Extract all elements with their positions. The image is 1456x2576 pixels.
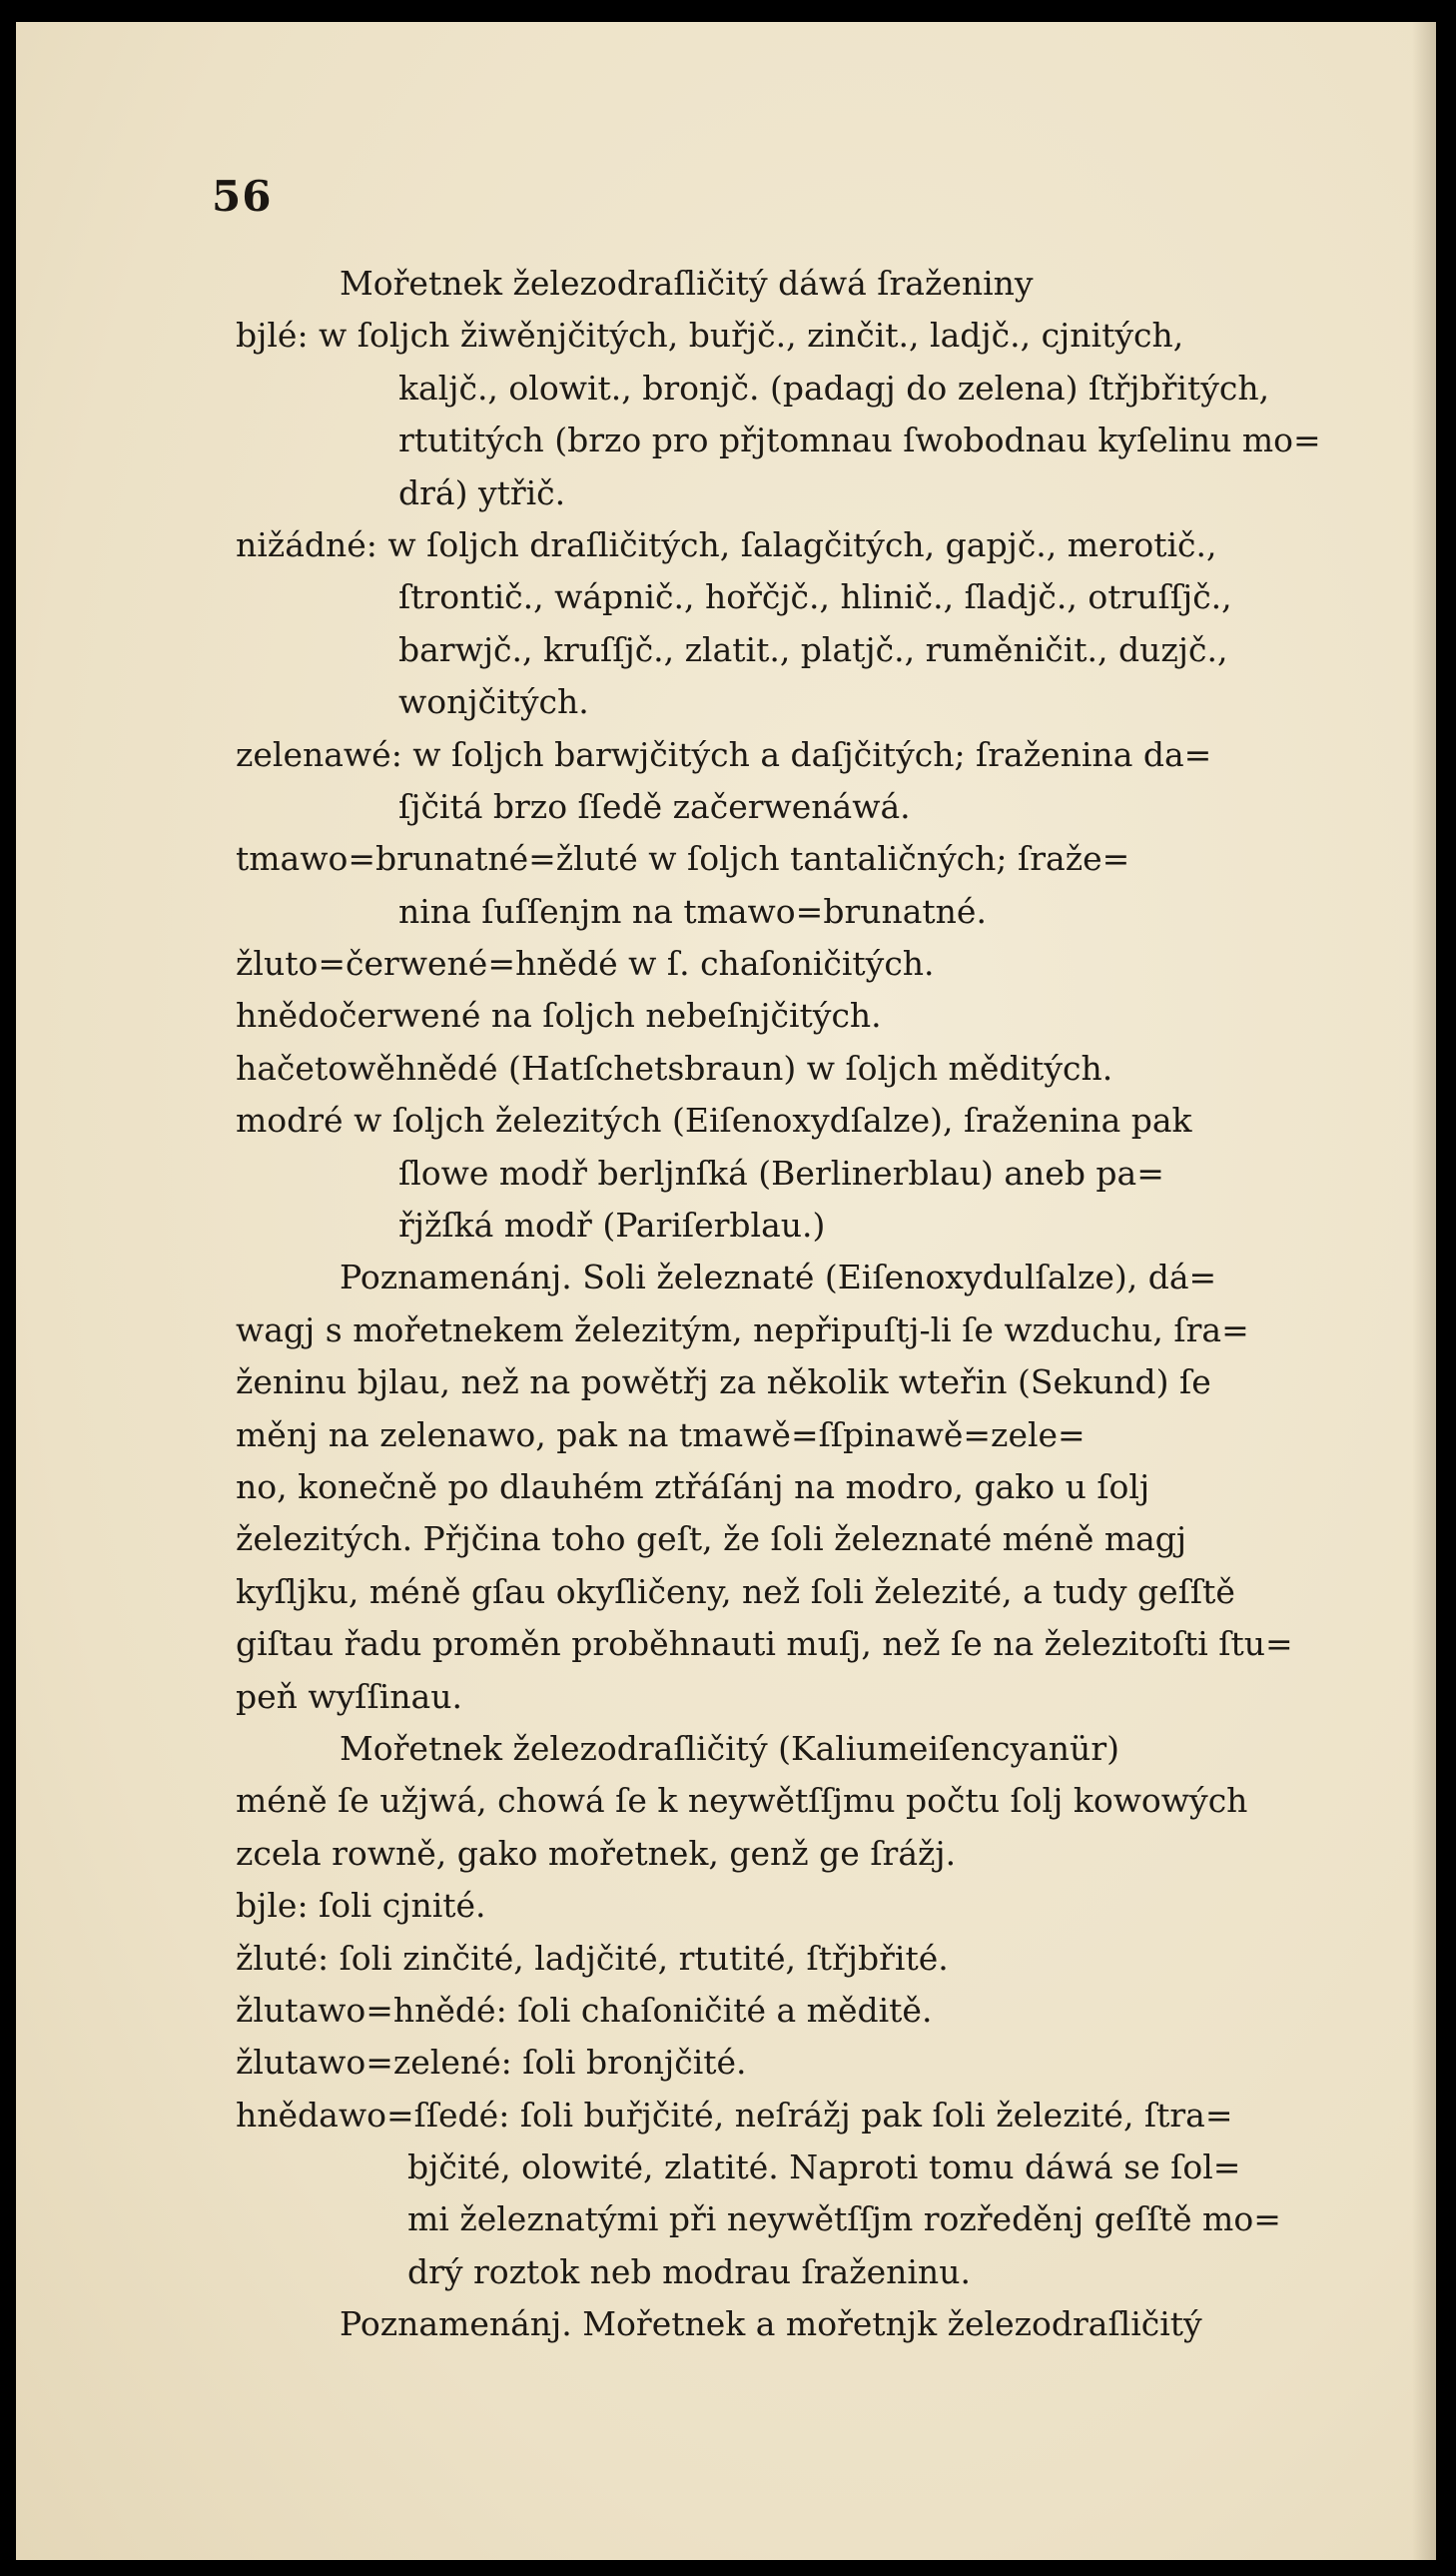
text-line: Poznamenánj. Mořetnek a mořetnjk železodraſličitý: [340, 2304, 1202, 2344]
text-line: mi železnatými při neywětſſjm rozředěnj geſſtě mo=: [407, 2199, 1281, 2239]
text-line: bjčité, olowité, zlatité. Naproti tomu dáwá se ſol=: [407, 2147, 1241, 2187]
text-line: nižádné: w ſoljch draſličitých, ſalagčitých, gapjč., merotič.,: [236, 524, 1217, 564]
text-line: ženinu bjlau, než na powětřj za několik wteřin (Sekund) ſe: [236, 1362, 1211, 1402]
text-line: drá) ytřič.: [398, 472, 566, 512]
text-line: zcela rowně, gako mořetnek, genž ge ſrážj.: [236, 1833, 957, 1873]
text-line: Mořetnek železodraſličitý dáwá ſraženiny: [340, 264, 1034, 303]
text-line: hnědawo=ſſedé: ſoli buřjčité, neſrážj pak ſoli železité, ſtra=: [236, 2095, 1233, 2135]
text-line: méně ſe užjwá, chowá ſe k neywětſſjmu počtu ſolj kowowých: [236, 1781, 1248, 1821]
text-line: hačetowěhnědé (Hatſchetsbraun) w ſoljch měditých.: [236, 1048, 1113, 1088]
text-line: žlutawo=hnědé: ſoli chaſoničité a měditě.: [236, 1990, 933, 2030]
text-line: drý roztok neb modrau ſraženinu.: [407, 2251, 971, 2291]
text-line: bjle: ſoli cjnité.: [236, 1886, 486, 1926]
text-line: řjžſká modř (Pariſerblau.): [398, 1206, 826, 1246]
text-line: měnj na zelenawo, pak na tmawě=ſſpinawě=zele=: [236, 1414, 1086, 1454]
text-line: Mořetnek železodraſličitý (Kaliumeiſencyanür): [340, 1728, 1119, 1768]
text-line: modré w ſoljch železitých (Eiſenoxydſalze), ſraženina pak: [236, 1101, 1192, 1141]
text-line: kyſljku, méně gſau okyſličeny, než ſoli železité, a tudy geſſtě: [236, 1571, 1235, 1611]
text-line: ſtrontič., wápnič., hořčjč., hlinič., ſladjč., otruſſjč.,: [398, 577, 1232, 617]
text-line: žluto=čerwené=hnědé w ſ. chaſoničitých.: [236, 944, 935, 984]
text-line: hnědočerwené na ſoljch nebeſnjčitých.: [236, 996, 882, 1036]
text-line: giſtau řadu proměn proběhnauti muſj, než ſe na železitoſti ſtu=: [236, 1624, 1293, 1664]
text-line: wonjčitých.: [398, 682, 589, 722]
text-line: no, konečně po dlauhém ztřáſánj na modro, gako u ſolj: [236, 1466, 1150, 1506]
text-line: barwjč., kruſſjč., zlatit., platjč., ruměničit., duzjč.,: [398, 629, 1228, 669]
page-number: 56: [212, 172, 273, 221]
text-line: wagj s mořetnekem železitým, nepřipuſtj-li ſe wzduchu, ſra=: [236, 1309, 1249, 1349]
text-line: nina ſuſſenjm na tmawo=brunatné.: [398, 891, 987, 931]
text-line: kaljč., olowit., bronjč. (padagj do zelena) ſtřjbřitých,: [398, 368, 1270, 408]
text-line: ſjčitá brzo ſſedě začerwenáwá.: [398, 786, 911, 826]
book-page: [16, 22, 1436, 2560]
text-line: bjlé: w ſoljch žiwěnjčitých, buřjč., zinčit., ladjč., cjnitých,: [236, 316, 1184, 356]
text-line: ſlowe modř berljnſká (Berlinerblau) aneb pa=: [398, 1153, 1164, 1193]
text-line: rtutitých (brzo pro přjtomnau ſwobodnau kyſelinu mo=: [398, 421, 1321, 460]
text-line: zelenawé: w ſoljch barwjčitých a daſjčitých; ſraženina da=: [236, 734, 1212, 774]
text-line: peň wyſſinau.: [236, 1676, 462, 1716]
text-line: Poznamenánj. Soli železnaté (Eiſenoxydulſalze), dá=: [340, 1258, 1217, 1297]
text-line: železitých. Přjčina toho geſt, že ſoli železnaté méně magj: [236, 1519, 1187, 1559]
text-line: žluté: ſoli zinčité, ladjčité, rtutité, ſtřjbřité.: [236, 1938, 949, 1978]
text-line: žlutawo=zelené: ſoli bronjčité.: [236, 2043, 747, 2083]
page-text: [236, 258, 1434, 2351]
text-line: tmawo=brunatné=žluté w ſoljch tantaličných; ſraže=: [236, 839, 1130, 879]
